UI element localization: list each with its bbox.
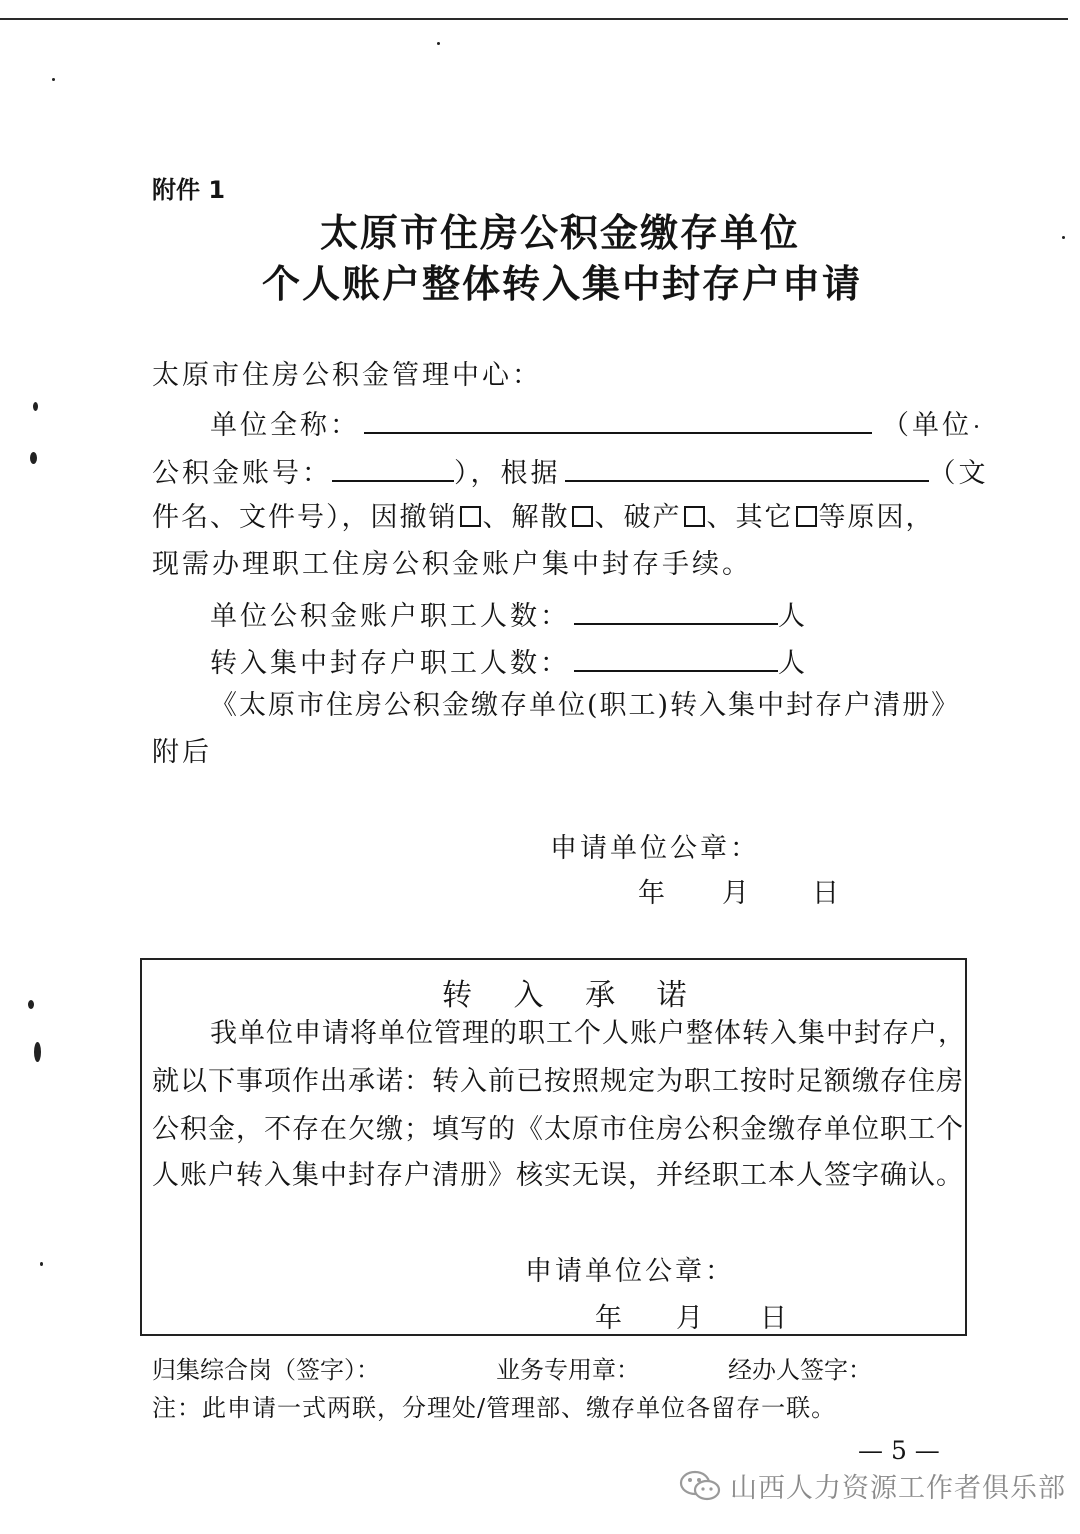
- account-row: [152, 456, 989, 487]
- scan-speck: [975, 425, 978, 428]
- scan-speck: [1062, 236, 1065, 239]
- unit-paren-text: （单位: [882, 410, 972, 441]
- transfer-count-field[interactable]: [574, 646, 778, 672]
- reason-text-e: 等原因，: [818, 502, 935, 533]
- basis-label: ），根据: [454, 458, 561, 489]
- list-reference-suffix: 附后: [152, 737, 212, 768]
- promise-year: 年: [595, 1303, 625, 1334]
- reason-text-a: 件名、文件号），因撤销: [152, 502, 458, 533]
- dissolve-checkbox[interactable]: [572, 506, 593, 527]
- reason-text-d: 、其它: [706, 502, 794, 533]
- unit-name-field[interactable]: [364, 408, 872, 434]
- seal-month: 月: [722, 878, 752, 909]
- promise-day: 日: [760, 1303, 790, 1334]
- scan-speck: [437, 42, 440, 45]
- page-title-line1: 太原市住房公积金缴存单位: [320, 211, 801, 255]
- promise-line3: 公积金，不存在欠缴；填写的《太原市住房公积金缴存单位职工个: [152, 1114, 964, 1145]
- promise-line2: 就以下事项作出承诺：转入前已按照规定为职工按时足额缴存住房: [152, 1066, 964, 1097]
- scan-speck: [52, 78, 55, 81]
- employee-count-row: [210, 599, 808, 630]
- account-label: 公积金账号：: [152, 458, 332, 489]
- person-unit: 人: [778, 601, 808, 632]
- page-number: — 5 —: [858, 1436, 940, 1465]
- procedure-text: 现需办理职工住房公积金账户集中封存手续。: [152, 549, 752, 580]
- business-seal: 业务专用章：: [496, 1356, 640, 1384]
- signature-post: 归集综合岗（签字）：: [152, 1356, 380, 1384]
- scan-speck: [30, 452, 37, 464]
- page-title-line2: 个人账户整体转入集中封存户申请: [262, 262, 863, 306]
- promise-seal-label: 申请单位公章：: [525, 1256, 735, 1287]
- promise-line4: 人账户转入集中封存户清册》核实无误，并经职工本人签字确认。: [152, 1160, 964, 1191]
- wechat-watermark: [678, 1466, 1066, 1505]
- scan-speck: [40, 1262, 43, 1266]
- scan-speck: [33, 402, 38, 411]
- wechat-icon: [678, 1468, 722, 1504]
- scan-speck: [34, 1042, 41, 1062]
- addressee: 太原市住房公积金管理中心：: [152, 360, 542, 391]
- watermark-text: 山西人力资源工作者俱乐部: [730, 1473, 1066, 1504]
- transfer-count-row: [210, 646, 808, 677]
- attachment-label: 附件 1: [152, 176, 226, 204]
- footer-note: 注：此申请一式两联，分理处/管理部、缴存单位各留存一联。: [152, 1394, 837, 1422]
- unit-name-row: [210, 408, 972, 439]
- list-reference: 《太原市住房公积金缴存单位(职工)转入集中封存户清册》: [210, 690, 961, 721]
- promise-line1: 我单位申请将单位管理的职工个人账户整体转入集中封存户，: [210, 1018, 966, 1049]
- reason-row: [152, 504, 935, 531]
- employee-count-label: 单位公积金账户职工人数：: [210, 601, 570, 632]
- handler-signature: 经办人签字：: [728, 1356, 872, 1384]
- reason-text-c: 、破产: [594, 502, 682, 533]
- seal-label: 申请单位公章：: [550, 833, 760, 864]
- promise-month: 月: [676, 1303, 706, 1334]
- file-name-field[interactable]: [565, 456, 929, 482]
- person-unit: 人: [778, 648, 808, 679]
- account-number-field[interactable]: [332, 456, 454, 482]
- employee-count-field[interactable]: [574, 599, 778, 625]
- scan-speck: [28, 1000, 34, 1009]
- seal-year: 年: [638, 878, 668, 909]
- other-checkbox[interactable]: [796, 506, 817, 527]
- file-paren-text: （文: [928, 458, 989, 489]
- seal-day: 日: [812, 878, 842, 909]
- unit-name-label: 单位全称：: [210, 410, 360, 441]
- transfer-count-label: 转入集中封存户职工人数：: [210, 648, 570, 679]
- revoke-checkbox[interactable]: [460, 506, 481, 527]
- reason-text-b: 、解散: [482, 502, 570, 533]
- promise-title: 转 入 承 诺: [442, 978, 703, 1013]
- top-border-line: [0, 18, 1068, 20]
- bankrupt-checkbox[interactable]: [684, 506, 705, 527]
